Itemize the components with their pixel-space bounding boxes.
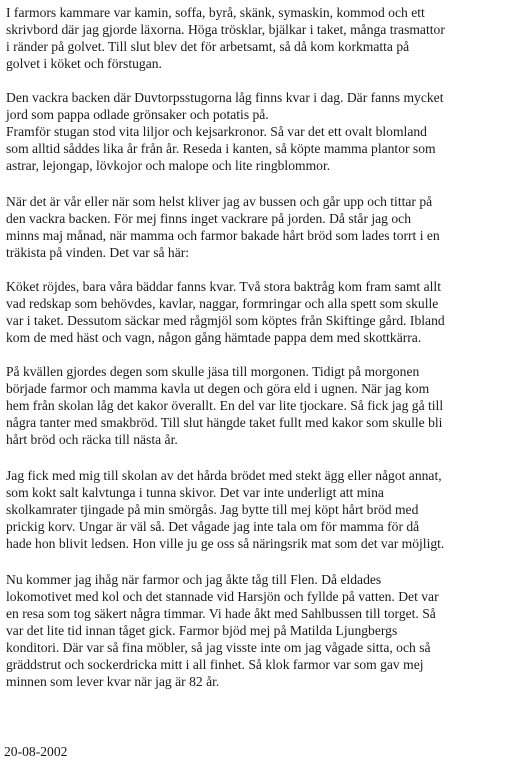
text-line: prickig korv. Ungar är väl så. Det vågade jag inte tala om för mamma för då (6, 519, 420, 534)
text-line: skolkamrater tjingade på min smörgås. Jag bytte till mej köpt hårt bröd med (6, 502, 419, 517)
text-line: träkista på vinden. Det var så här: (6, 245, 190, 260)
paragraph-koket (6, 278, 514, 346)
text-line: var det lite tid innan tåget gick. Farmor bjöd mej på Matilda Ljungbergs (6, 623, 398, 638)
text-line: minns maj månad, när mamma och farmor bakade hårt bröd som lades torrt i en (6, 228, 440, 243)
text-line: hårt bröd och räcka till nästa år. (6, 432, 178, 447)
text-line: I farmors kammare var kamin, soffa, byrå, skänk, symaskin, kommod och ett (6, 5, 425, 20)
text-line: Den vackra backen där Duvtorpsstugorna låg finns kvar i dag. Där fanns mycket (6, 90, 444, 105)
text-line: hem från skolan låg det kakor överallt. En del var lite tjockare. Så fick jag gå till (6, 398, 444, 413)
text-line: Nu kommer jag ihåg när farmor och jag åkte tåg till Flen. Då eldades (6, 572, 382, 587)
text-line: skrivbord där jag gjorde läxorna. Höga trösklar, bjälkar i taket, många trasmattor (6, 22, 445, 37)
text-line: Framför stugan stod vita liljor och kejsarkronor. Så var det ett ovalt blomland (6, 124, 427, 139)
paragraph-backen (6, 89, 514, 174)
text-line: kom de med häst och vagn, någon gång hämtade pappa dem med skottkärra. (6, 330, 422, 345)
text-line: började farmor och mamma kavla ut degen och göra eld i ugnen. När jag kom (6, 381, 430, 396)
text-line: några tanter med smakbröd. Till slut hängde taket fullt med kakor som skulle bli (6, 415, 443, 430)
text-line: i ränder på golvet. Till slut blev det för arbetsamt, så då kom korkmatta på (6, 39, 410, 54)
document-date: 20-08-2002 (4, 744, 68, 759)
text-line: När det är vår eller när som helst kliver jag av bussen och går upp och tittar på (6, 194, 433, 209)
text-line: På kvällen gjordes degen som skulle jäsa till morgonen. Tidigt på morgonen (6, 364, 420, 379)
text-line: jord som pappa odlade grönsaker och potatis på. (6, 107, 269, 122)
text-line: konditori. Där var så fina möbler, så jag visste inte om jag vågade sitta, och så (6, 640, 431, 655)
text-line: minnen som lever kvar när jag är 82 år. (6, 674, 220, 689)
text-line: astrar, lejongap, lövkojor och malope och lite ringblommor. (6, 158, 331, 173)
text-line: Köket röjdes, bara våra bäddar fanns kvar. Två stora baktråg kom fram samt allt (6, 279, 441, 294)
text-line: var i taket. Dessutom säckar med rågmjöl som köptes från Skiftinge gård. Ibland (6, 313, 445, 328)
text-line: hade hon blivit ledsen. Hon ville ju ge oss så näringsrik mat som det var möjligt. (6, 536, 445, 551)
text-line: den vackra backen. För mej finns inget vackrare på jorden. Då står jag och (6, 211, 412, 226)
paragraph-kvallen (6, 363, 514, 448)
text-line: gräddstrut och sockerdricka mitt i all finhet. Så klok farmor var som gav mej (6, 657, 424, 672)
text-line: golvet i köket och förstugan. (6, 56, 162, 71)
paragraph-var (6, 193, 514, 261)
text-line: som alltid såddes lika år från år. Reseda i kanten, så köpte mamma plantor som (6, 141, 436, 156)
paragraph-kammare (6, 4, 514, 72)
text-line: vad redskap som behövdes, kavlar, naggar, formringar och alla spett som skulle (6, 296, 439, 311)
text-line: Jag fick med mig till skolan av det hårda brödet med stekt ägg eller något annat, (6, 468, 442, 483)
text-line: lokomotivet med kol och det stannade vid Harsjön och fyllde på vatten. Det var (6, 589, 439, 604)
paragraph-flen (6, 571, 514, 690)
text-line: som kokt salt kalvtunga i tunna skivor. Det var inte underligt att mina (6, 485, 384, 500)
text-line: en resa som tog säkert några timmar. Vi hade åkt med Sahlbussen till torget. Så (6, 606, 436, 621)
paragraph-skolan (6, 467, 514, 552)
